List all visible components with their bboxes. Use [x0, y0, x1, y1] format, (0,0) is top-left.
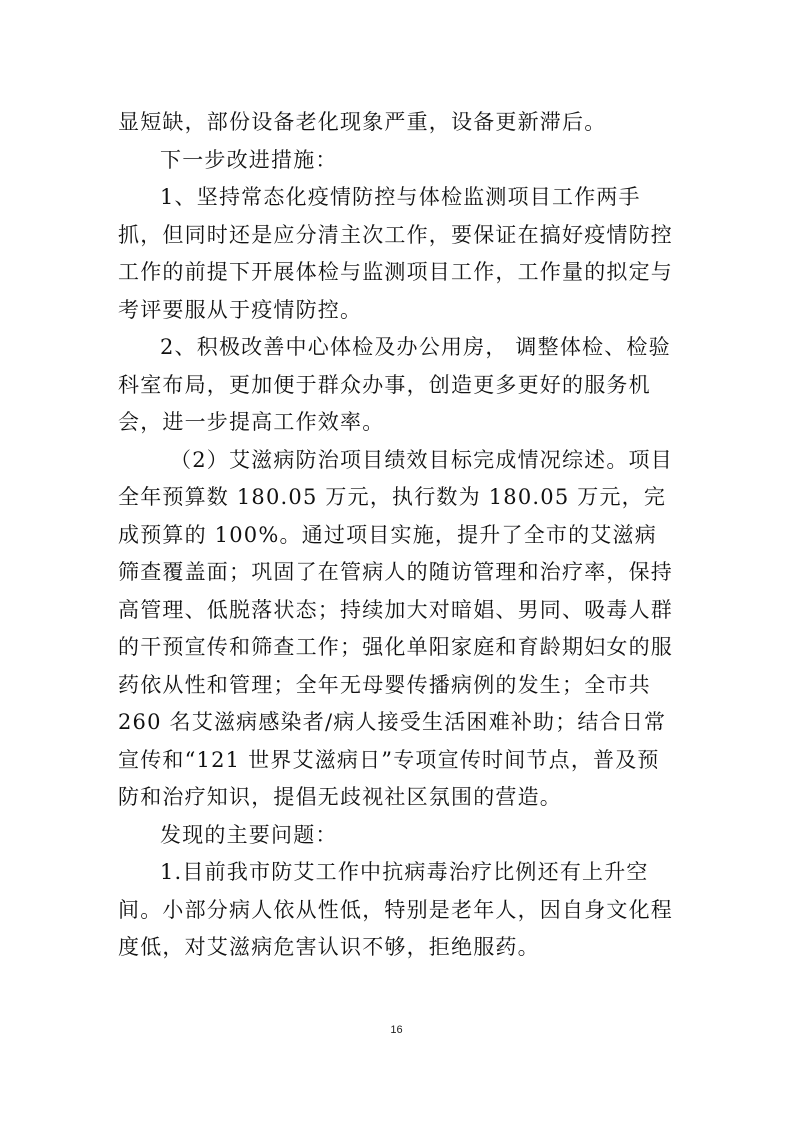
paragraph-equipment-shortage: 显短缺，部份设备老化现象严重，设备更新滞后。 [118, 110, 607, 134]
paragraph-problems-heading: 发现的主要问题： [160, 822, 338, 847]
paragraph-measure-1: 1、坚持常态化疫情防控与体检监测项目工作两手抓，但同时还是应分清主次工作，要保证在搞好疫情防控工作的前提下开展体检与监测项目工作，工作量的拟定与考评要服从于疫情防控。 [118, 185, 673, 322]
paragraph-measure-2: 2、积极改善中心体检及办公用房， 调整体检、检验科室布局，更加便于群众办事，创造更多更好的服务机会，进一步提高工作效率。 [118, 335, 671, 434]
paragraph-problem-1: 1.目前我市防艾工作中抗病毒治疗比例还有上升空间。小部分病人依从性低，特别是老年人，因自身文化程度低，对艾滋病危害认识不够，拒绝服药。 [118, 860, 673, 959]
paragraph-aids-summary: （2）艾滋病防治项目绩效目标完成情况综述。项目全年预算数 180.05 万元，执行数为 180.05 万元，完成预算的 100%。通过项目实施，提升了全市的艾滋病筛查覆盖面；巩固了在管病人的随访管理和治疗率，保持高管理、低脱落状态；持续加大对暗娼、男同、吸毒人群的干预宣传和筛查工作；强化单阳家庭和育龄期妇女的服药依从性和管理；全年无母婴传播病例的发生；全市共 260 名艾滋病感染者/病人接受生活困难补助；结合日常宣传和“121 世界艾滋病日”专项宣传时间节点，普及预防和治疗知识，提倡无歧视社区氛围的营造。 [118, 447, 673, 809]
paragraph-improvement-heading: 下一步改进措施： [160, 147, 338, 172]
body-text [118, 104, 678, 967]
page-number: 16 [390, 1024, 403, 1036]
